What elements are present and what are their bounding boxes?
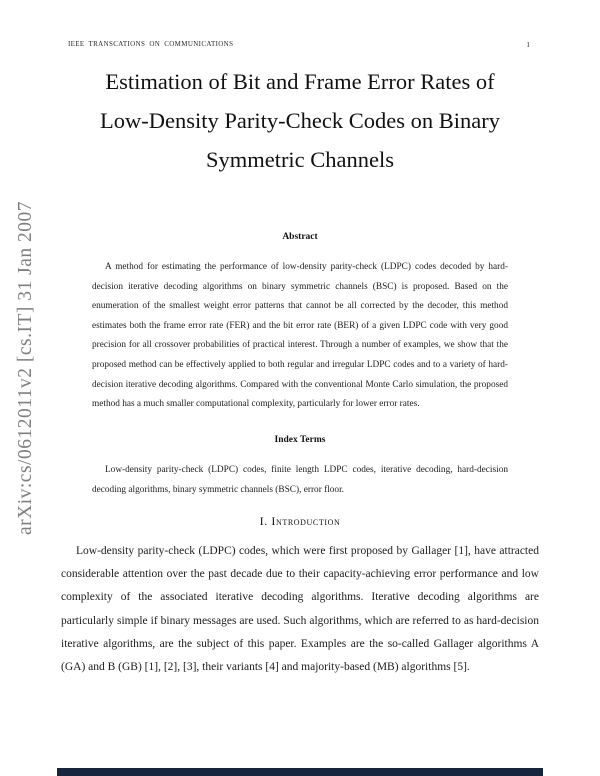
introduction-heading: I. Introduction: [259, 514, 341, 528]
abstract-paragraph: A method for estimating the performance of low-density parity-check (LDPC) codes decoded by hard-decision iterative decoding algorithms on binary symmetric channels (BSC) is proposed. Based on the enumeration of the smallest weight error patterns that cannot be all corrected by the decoder, this method estimates both the frame error rate (FER) and the bit error rate (BER) of a given LDPC code with very good precision for all crossover probabilities of practical interest. Through a number of examples, we show that the proposed method can be effectively applied to both regular and irregular LDPC codes and to a variety of hard-decision iterative decoding algorithms. Compared with the conventional Monte Carlo simulation, the proposed method has a much smaller computational complexity, particularly for lower error rates.: [92, 262, 508, 410]
index-terms-heading: Index Terms: [274, 435, 326, 445]
abstract-heading: Abstract: [282, 232, 318, 242]
arxiv-watermark: arXiv:cs/0612011v2 [cs.IT] 31 Jan 2007: [15, 200, 36, 536]
page-bottom-dark-bar: [57, 768, 543, 776]
paper-title-line-3: Symmetric Channels: [205, 147, 395, 172]
introduction-paragraph: Low-density parity-check (LDPC) codes, which were first proposed by Gallager [1], have attracted considerable attention over the past decade due to their capacity-achieving error performance and low complexity of the associated iterative decoding algorithms. Iterative decoding algorithms are particularly simple if binary messages are used. Such algorithms, which are referred to as hard-decision iterative algorithms, are the subject of this paper. Examples are the so-called Gallager algorithms A (GA) and B (GB) [1], [2], [3], their variants [4] and majority-based (MB) algorithms [5].: [61, 545, 539, 674]
running-head: IEEE TRANSCATIONS ON COMMUNICATIONS: [68, 40, 234, 48]
paper-title-line-1: Estimation of Bit and Frame Error Rates of: [105, 69, 495, 94]
paper-title-line-2: Low-Density Parity-Check Codes on Binary: [100, 108, 500, 133]
page-number: 1: [526, 40, 530, 49]
paper-title: [60, 62, 540, 179]
index-terms-paragraph: Low-density parity-check (LDPC) codes, finite length LDPC codes, iterative decoding, hard-decision decoding algorithms, binary symmetric channels (BSC), error floor.: [92, 465, 508, 495]
